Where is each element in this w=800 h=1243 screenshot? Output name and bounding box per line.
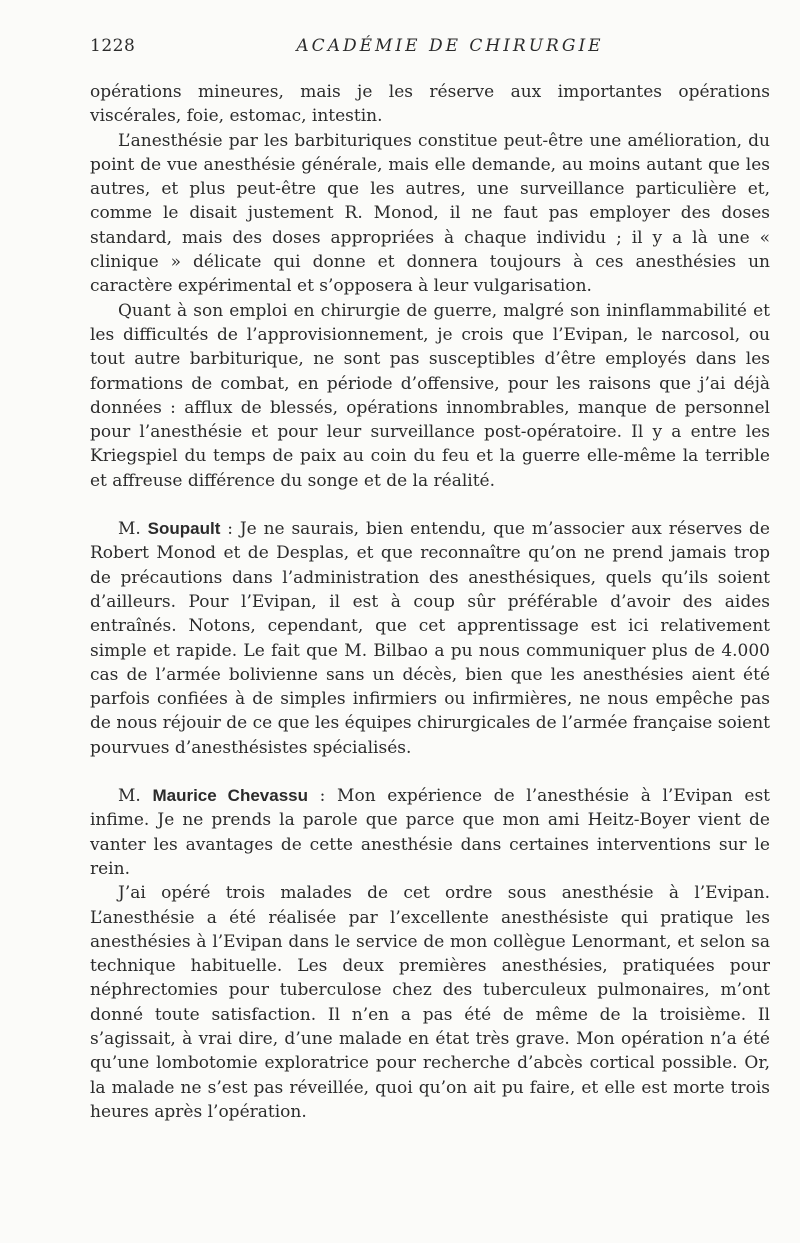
paragraph-chevassu-cases: J’ai opéré trois malades de cet ordre sous anesthésie à l’Evipan. L’anesthésie a été réalisée par l’excellente anesthésiste qui pratique les anesthésies à l’Evipan dans le service de mon collègue Lenormant, et selon sa technique habituelle. Les deux premières anesthésies, pratiquées pour néphrectomies pour tuberculose chez des tuberculeux pulmonaires, m’ont donné toute satisfaction. Il n’en a pas été de même de la troisième. Il s’agissait, à vrai dire, d’une malade en état très grave. Mon opération n’a été qu’une lombotomie exploratrice pour recherche d’abcès cortical possible. Or, la malade ne s’est pas réveillée, quoi qu’on ait pu faire, et elle est morte trois heures après l’opération. [90,883,770,1122]
speech-soupault [90,517,770,760]
page-number: 1228 [90,36,136,56]
page-header [90,36,770,58]
speech-text: Je ne saurais, bien entendu, que m’associer aux réserves de Robert Monod et de Desplas, et que reconnaître qu’on ne prend jamais trop de précautions dans l’administration des anesthésiques, quels qu’ils soient d’ailleurs. Pour l’Evipan, il est à coup sûr préférable d’avoir des aides entraînés. Notons, cependant, que cet apprentissage est ici relativement simple et rapide. Le fait que M. Bilbao a pu nous communiquer plus de 4.000 cas de l’armée bolivienne sans un décès, bien que les anesthésies aient été parfois confiées à de simples infirmiers ou infirmières, ne nous empêche pas de nous réjouir de ce que les équipes chirurgicales de l’armée française soient pourvues d’anesthésistes spécialisés. [90,519,770,758]
speaker-name: Maurice Chevassu [152,786,309,806]
running-title: ACADÉMIE DE CHIRURGIE [296,36,604,56]
speaker-name: Soupault [147,519,221,539]
speaker-separator: : [308,786,338,807]
speaker-prefix: M. [118,519,148,540]
speech-text: Mon expérience de l’anesthésie à l’Evipan est infime. Je ne prends la parole que parce que mon ami Heitz-Boyer vient de vanter les avantages de cette anesthésie dans certaines interventions sur le rein. [90,786,771,879]
speaker-separator: : [220,519,240,540]
speech-chevassu [90,784,770,881]
paragraph-war-surgery: Quant à son emploi en chirurgie de guerre, malgré son ininflammabilité et les difficultés de l’approvisionnement, je crois que l’Evipan, le narcosol, ou tout autre barbiturique, ne sont pas susceptibles d’être employés dans les formations de combat, en période d’offensive, pour les raisons que j’ai déjà données : afflux de blessés, opérations innombrables, manque de personnel pour l’anesthésie et pour leur surveillance post-opératoire. Il y a entre les Kriegspiel du temps de paix au coin du feu et la guerre elle-même la terrible et affreuse différence du songe et de la réalité. [90,300,770,491]
paragraph-continued: opérations mineures, mais je les réserve aux importantes opérations viscérales, foie, estomac, intestin. [90,82,770,127]
document-body [90,80,770,1124]
speaker-prefix: M. [118,786,153,807]
paragraph-barbiturates: L’anesthésie par les barbituriques constitue peut-être une amélioration, du point de vue anesthésie générale, mais elle demande, au moins autant que les autres, et plus peut-être que les autres, une surveillance particulière et, comme le disait justement R. Monod, il ne faut pas employer des doses standard, mais des doses appropriées à chaque individu ; il y a là une « clinique » délicate qui donne et donnera toujours à ces anesthésies un caractère expérimental et s’opposera à leur vulgarisation. [90,130,770,297]
